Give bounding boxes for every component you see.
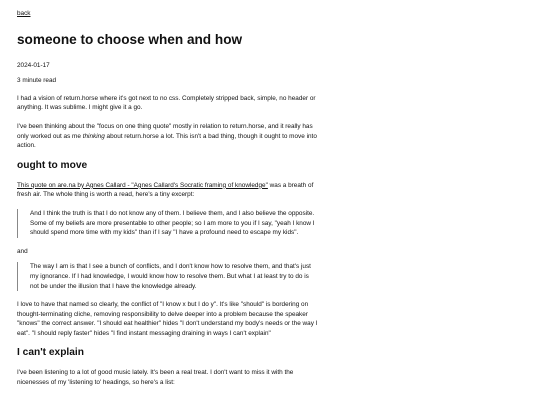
- heading-ought-to-move: ought to move: [17, 159, 88, 171]
- intro-paragraph-2: [17, 122, 319, 151]
- read-time: 3 minute read: [17, 77, 57, 85]
- quote-intro-paragraph: [17, 181, 319, 200]
- arena-quote-link[interactable]: This quote on are.na by Agnes Callard - "Agnes Callard's Socratic framing of knowledge": [17, 181, 268, 189]
- post-date: 2024-01-17: [17, 61, 50, 69]
- intro-text-a: I've been thinking about the "focus on one thing quote" mostly in relation to return.horse, and it really has only worked out as me: [17, 122, 313, 140]
- blockquote-1-text: And I think the truth is that I do not know any of them. I believe them, and I also believe the opposite. Some of my beliefs are more presentable to other people; so I am more to you if I say, "yeah I know I should spend more time with my kids" than if I say "I have a profound need to escape my kids".: [30, 209, 315, 237]
- blockquote-2: [17, 262, 319, 291]
- intro-paragraph-1: I had a vision of return.horse where it's got next to no css. Completely stripped back, simple, no header or anything. It was sublime. I might give it a go.: [17, 94, 316, 112]
- back-link[interactable]: back: [17, 10, 31, 17]
- explain-paragraph-1: I've been listening to a lot of good music lately. It's been a real treat. I don't want to miss it with the nicenesses of my 'listening to' headings, so here's a list:: [17, 369, 294, 387]
- blockquote-2-text: The way I am is that I see a bunch of conflicts, and I don't know how to resolve them, and that's just my ignorance. If I had knowledge, I would know how to resolve them. But what I at least try to do is not be under the illusion that I have the knowledge already.: [30, 263, 311, 290]
- post-title: someone to choose when and how: [17, 31, 243, 47]
- intro-emphasis: thinking: [82, 132, 105, 140]
- and-text: and: [17, 247, 28, 255]
- quote-intro-suffix: was a breath of fresh air. The whole thing is worth a read, here's a tiny excerpt:: [17, 181, 314, 199]
- heading-i-cant-explain: I can't explain: [17, 347, 84, 359]
- after-quote-paragraph: I love to have that named so clearly, the conflict of "I know x but I do y". It's like "should" is bordering on thought-terminating cliche, removing responsibility to delve deeper into a problem because the speaker "knows" the correct answer. "I should eat healthier" hides "I don't understand my body's needs or the way I eat". "I should reply faster" hides "I find instant messaging draining in ways I can't explain": [17, 301, 318, 337]
- blockquote-1: [17, 209, 319, 238]
- intro-text-b: about return.horse a lot. This isn't a bad thing, though it ought to move into action.: [17, 132, 317, 150]
